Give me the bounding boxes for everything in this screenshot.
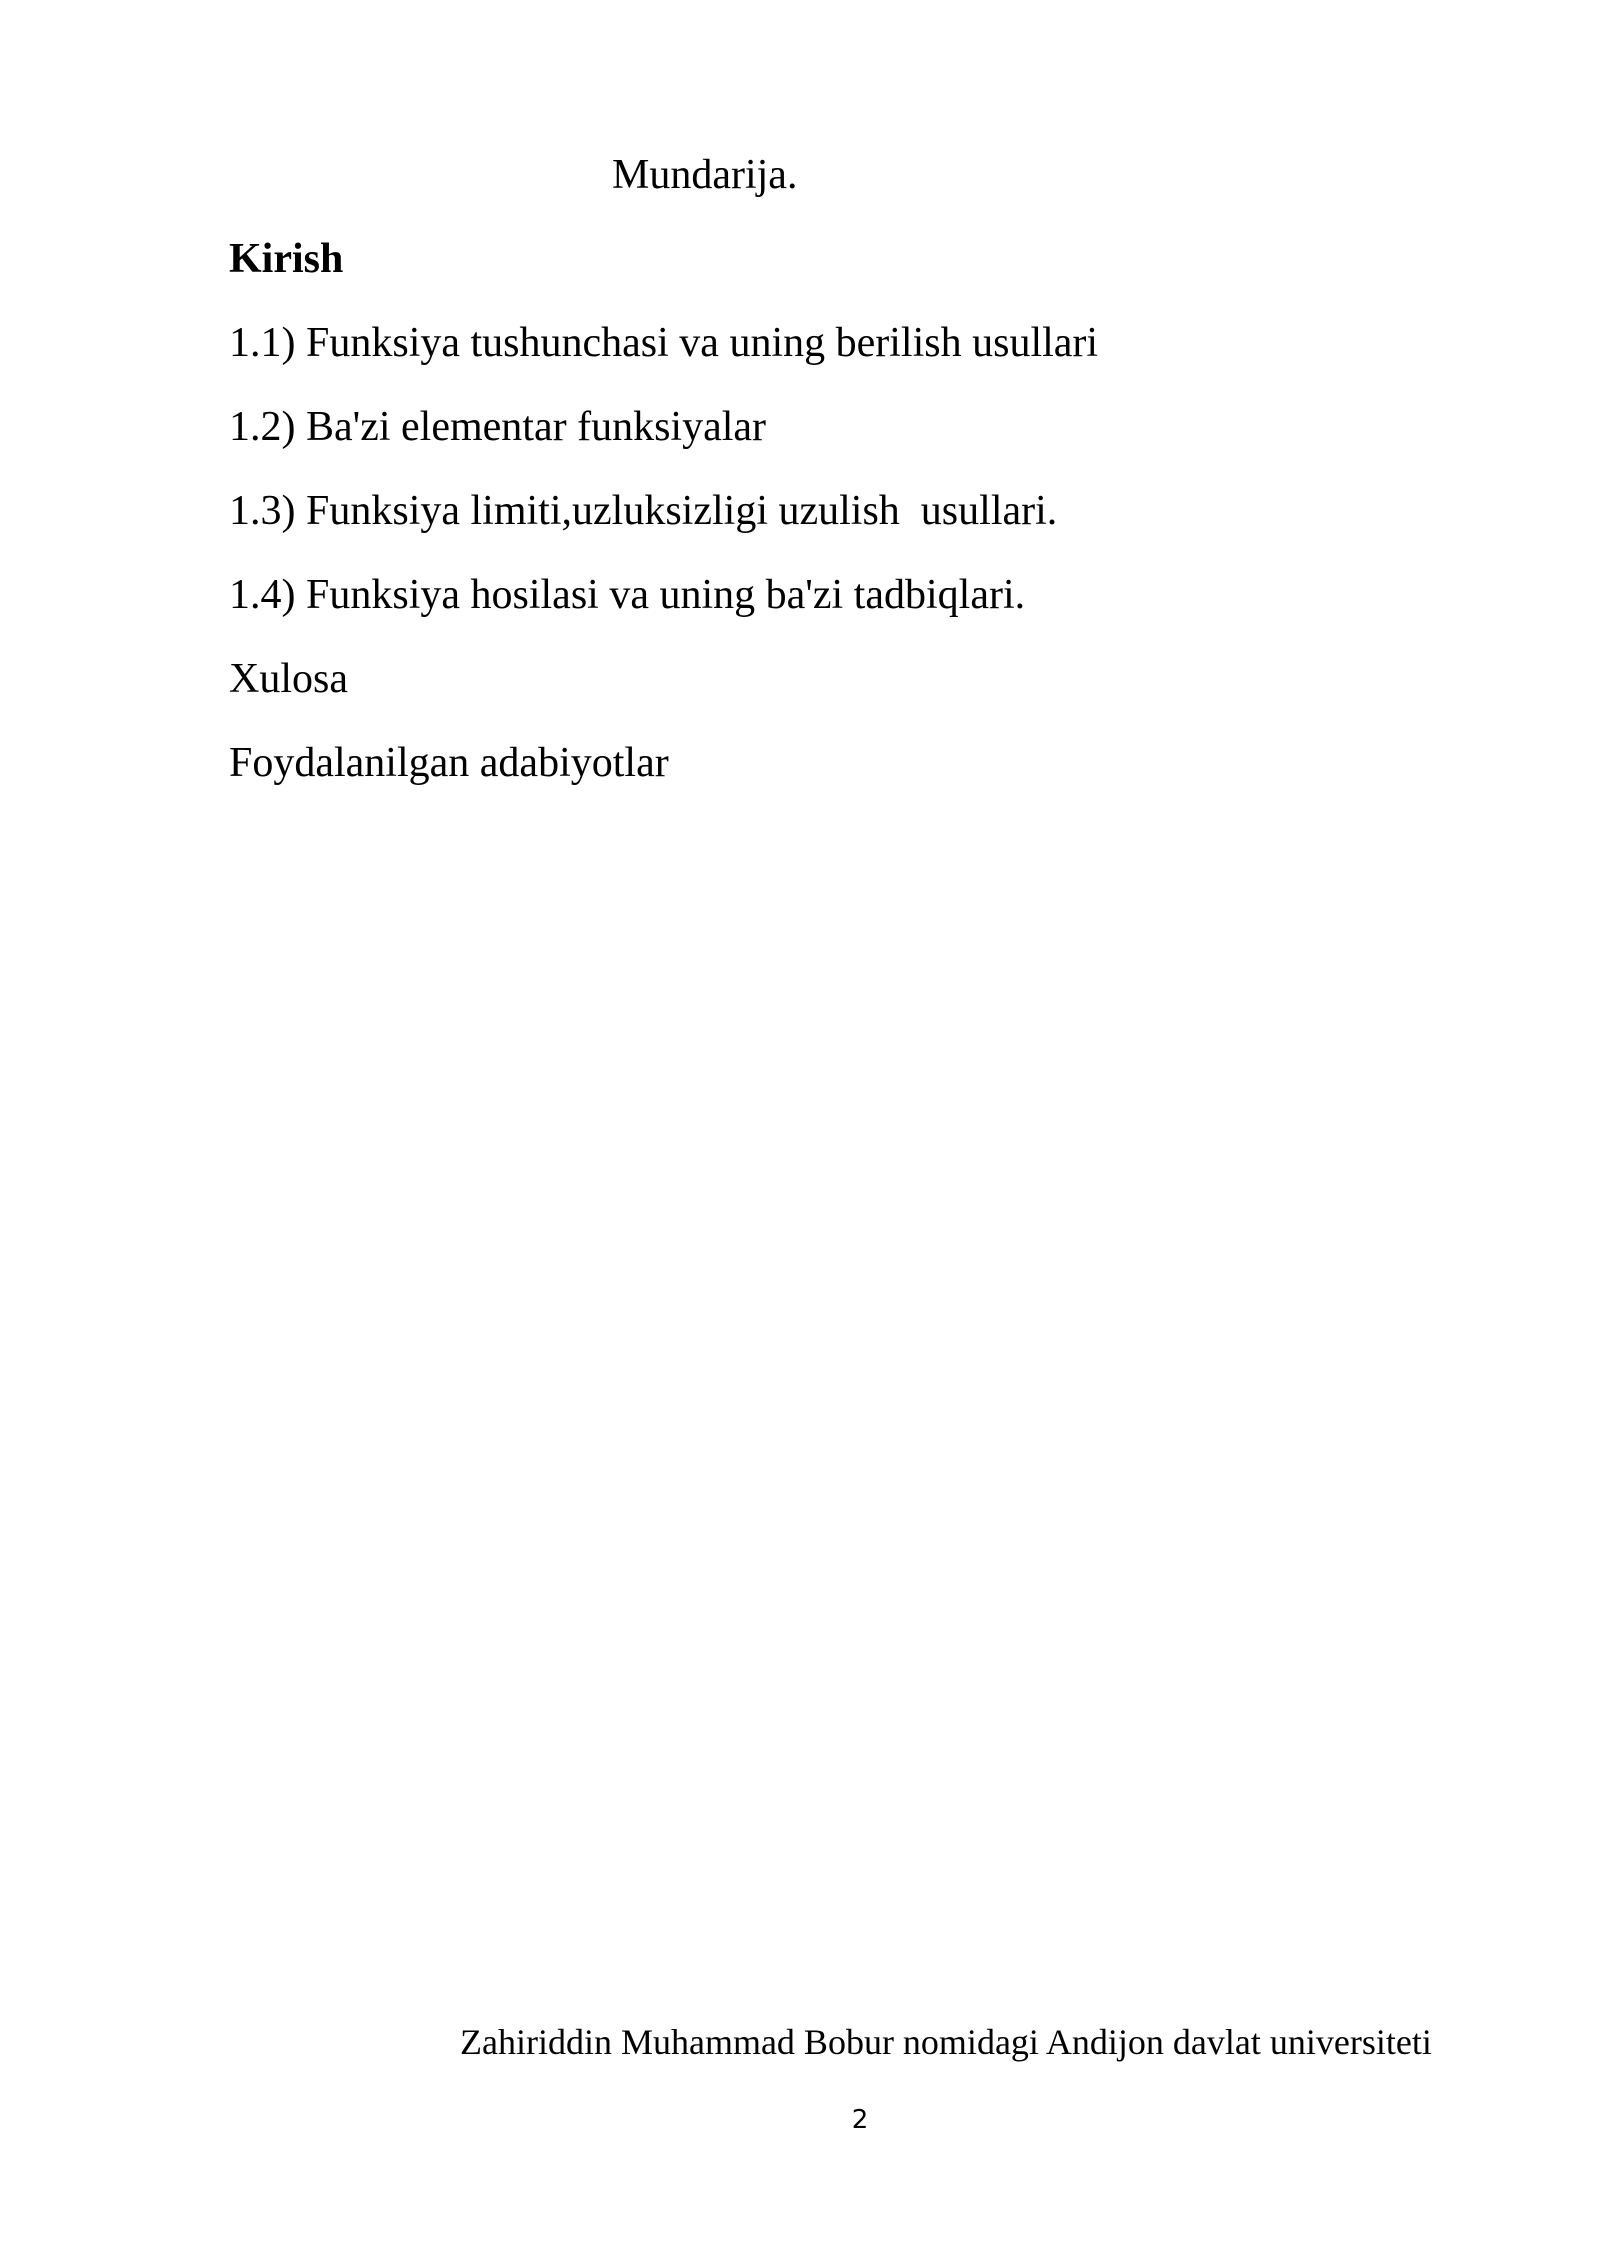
table-of-contents <box>229 234 1098 822</box>
toc-item-1-3: 1.3) Funksiya limiti,uzluksizligi uzulish usullari. <box>229 488 1058 534</box>
footer-university-name: Zahiriddin Muhammad Bobur nomidagi Andijon davlat universiteti <box>460 2022 1432 2062</box>
toc-item-1-2: 1.2) Ba'zi elementar funksiyalar <box>229 404 767 450</box>
toc-item-xulosa: Xulosa <box>229 656 348 702</box>
toc-item-adabiyotlar: Foydalanilgan adabiyotlar <box>229 740 669 786</box>
page-number: 2 <box>851 2105 869 2135</box>
toc-title: Mundarija. <box>612 152 798 198</box>
toc-item-1-4: 1.4) Funksiya hosilasi va uning ba'zi tadbiqlari. <box>229 572 1026 618</box>
toc-item-1-1: 1.1) Funksiya tushunchasi va uning berilish usullari <box>229 320 1099 366</box>
toc-item-kirish: Kirish <box>229 236 344 282</box>
